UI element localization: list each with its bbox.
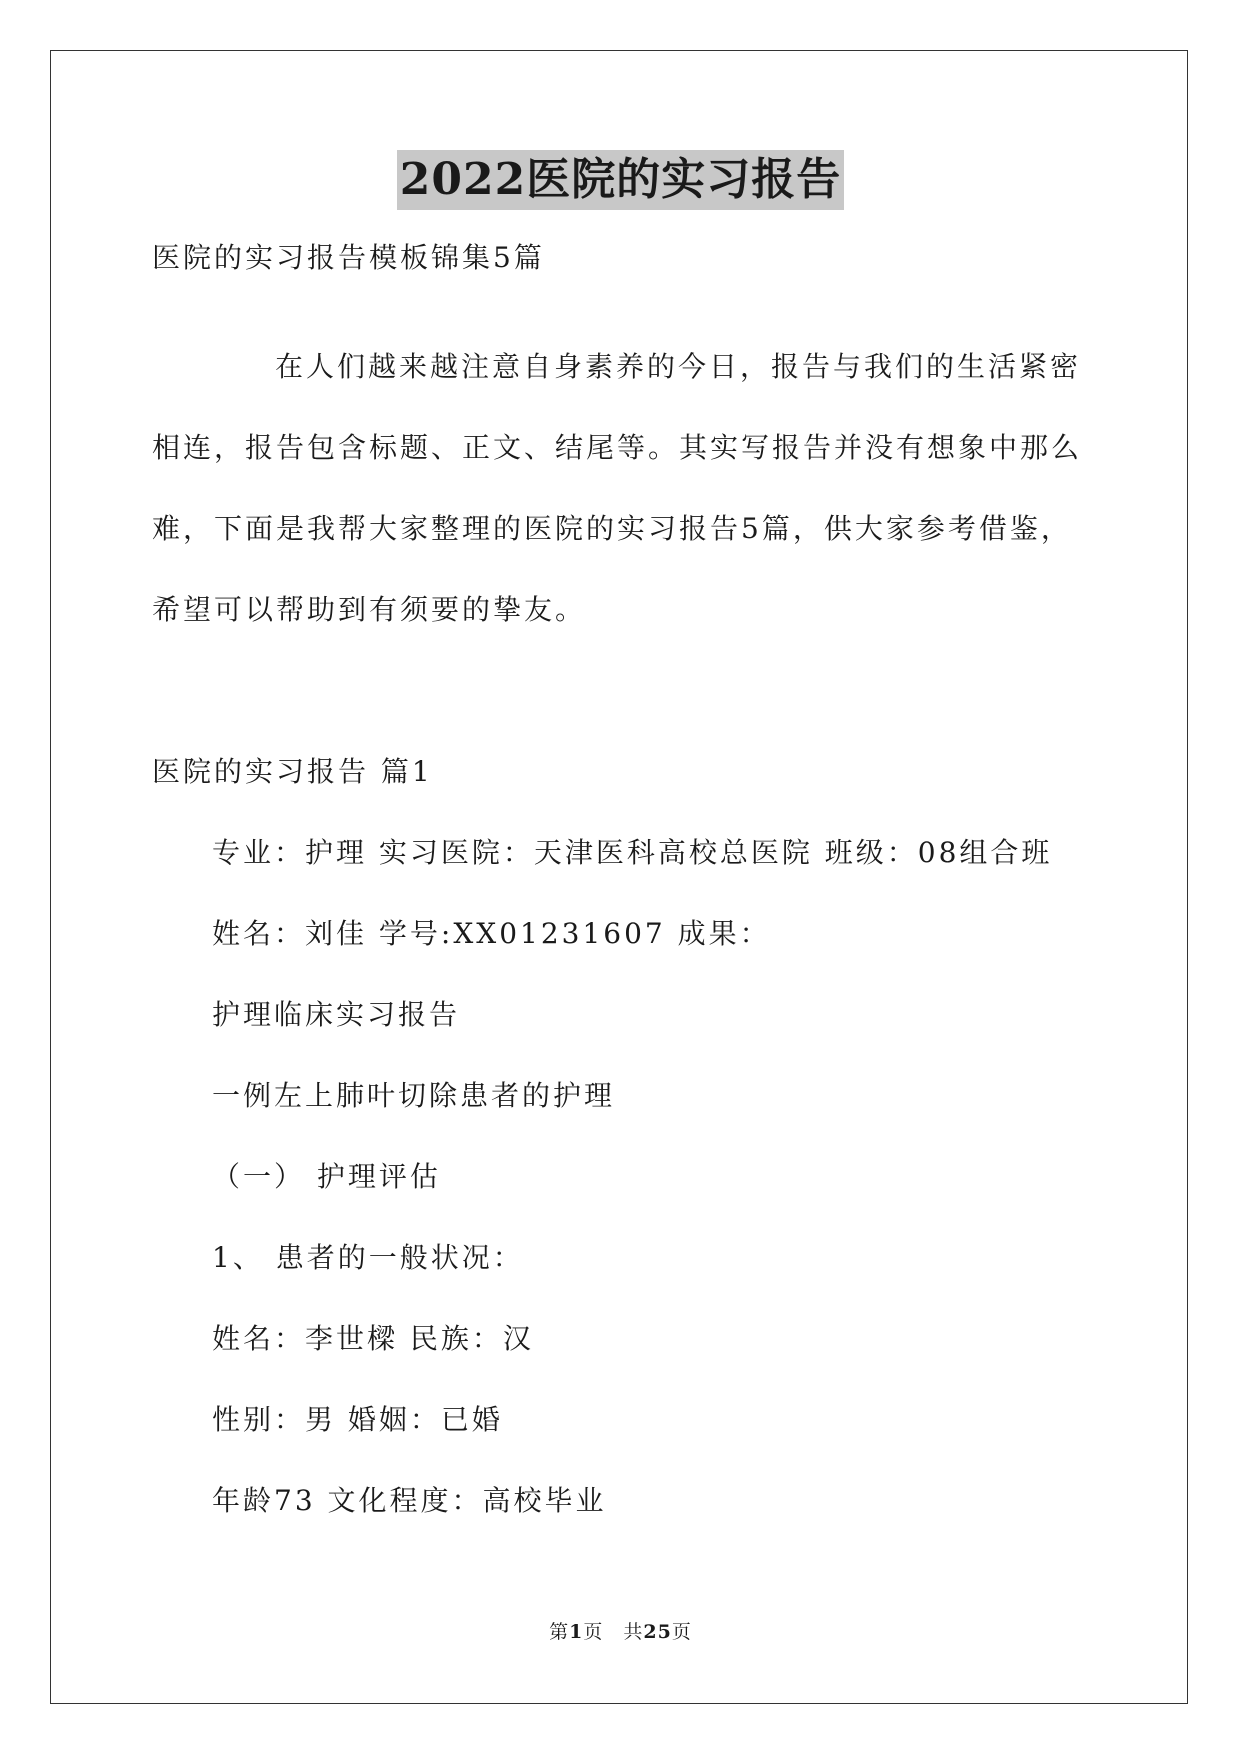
section-line-report-type: 护理临床实习报告 bbox=[212, 998, 461, 1031]
section-line-patient-name: 姓名：李世樑 民族：汉 bbox=[212, 1322, 534, 1355]
section-heading: 医院的实习报告 篇1 bbox=[152, 755, 433, 788]
page-footer bbox=[0, 1620, 1241, 1644]
footer-prefix: 第 bbox=[549, 1621, 570, 1643]
intro-line-1: 在人们越来越注意自身素养的今日，报告与我们的生活紧密 bbox=[275, 350, 1082, 383]
footer-mid: 页 共 bbox=[583, 1621, 644, 1643]
section-line-case: 一例左上肺叶切除患者的护理 bbox=[212, 1079, 616, 1112]
intro-line-4: 希望可以帮助到有须要的挚友。 bbox=[152, 593, 587, 626]
footer-page-total: 25 bbox=[643, 1621, 672, 1643]
intro-line-2: 相连，报告包含标题、正文、结尾等。其实写报告并没有想象中那么 bbox=[152, 431, 1083, 464]
document-subtitle: 医院的实习报告模板锦集5篇 bbox=[152, 241, 545, 274]
intro-line-3: 难，下面是我帮大家整理的医院的实习报告5篇，供大家参考借鉴， bbox=[152, 512, 1072, 545]
footer-page-current: 1 bbox=[569, 1621, 584, 1643]
section-line-student: 姓名：刘佳 学号:XX01231607 成果： bbox=[212, 917, 771, 950]
section-line-gender: 性别：男 婚姻：已婚 bbox=[212, 1403, 503, 1436]
title-wrap bbox=[0, 150, 1241, 210]
section-line-major: 专业：护理 实习医院：天津医科高校总医院 班级：08组合班 bbox=[212, 836, 1053, 869]
document-title: 2022医院的实习报告 bbox=[397, 150, 844, 210]
section-line-general: 1、 患者的一般状况： bbox=[212, 1241, 524, 1274]
section-line-age: 年龄73 文化程度：高校毕业 bbox=[212, 1484, 607, 1517]
section-line-assessment: （一） 护理评估 bbox=[212, 1160, 441, 1193]
footer-suffix: 页 bbox=[671, 1621, 692, 1643]
page-border bbox=[50, 50, 1188, 1704]
